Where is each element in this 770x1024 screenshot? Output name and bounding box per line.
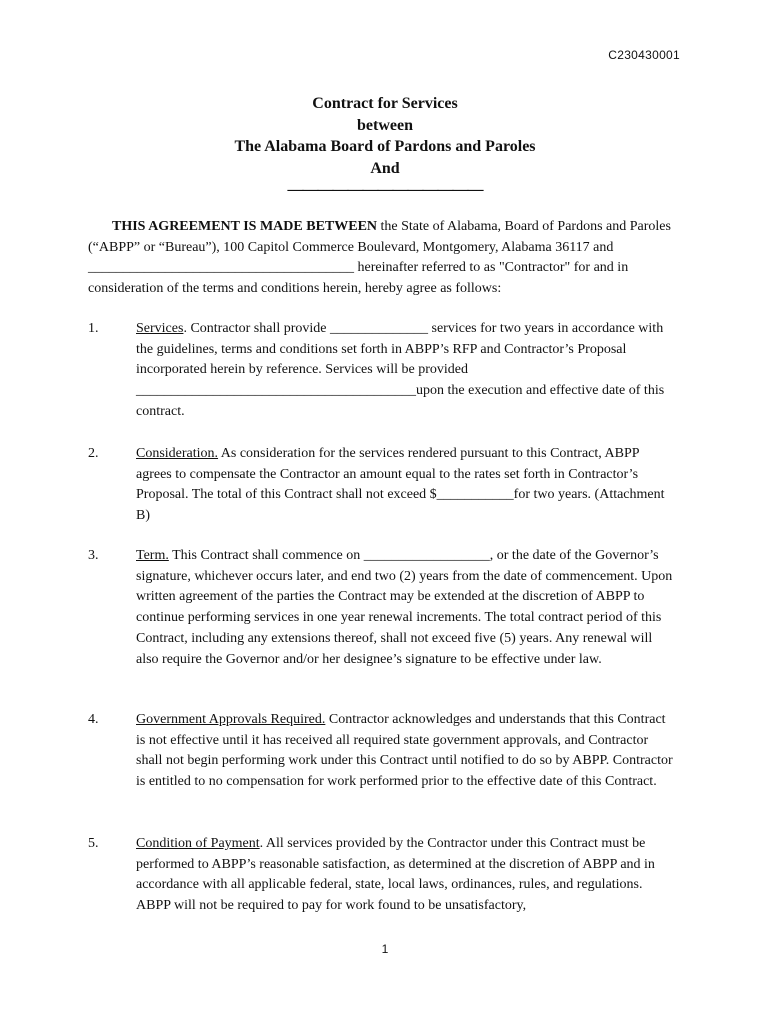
section-number: 5.: [88, 836, 99, 851]
intro-lead: THIS AGREEMENT IS MADE BETWEEN: [112, 219, 378, 234]
section-heading: Government Approvals Required.: [136, 712, 326, 727]
title-line-2: between: [357, 116, 413, 134]
intro-paragraph: [88, 217, 676, 299]
section-heading: Consideration.: [136, 446, 219, 461]
section-condition-of-payment: [88, 834, 676, 917]
section-heading: Condition of Payment: [136, 836, 260, 851]
title-line-3: The Alabama Board of Pardons and Paroles: [234, 138, 536, 155]
intro-text: the State of Alabama, Board of Pardons and Paroles (“ABPP” or “Bureau”), 100 Capitol Commerce Boulevard, Montgomery, Alabama 36117 and ______________________________________ hereinafter referred to as "Contractor" for and in consideration of the terms and conditions herein, hereby agree as follows:: [88, 219, 671, 296]
section-services: [88, 319, 676, 423]
document-id: C230430001: [608, 48, 680, 62]
title-line-1: Contract for Services: [312, 95, 458, 112]
section-number: 2.: [88, 446, 99, 461]
title-blank-line: —————————————: [287, 181, 483, 198]
section-body: [136, 319, 676, 423]
section-consideration: [88, 444, 676, 527]
section-number: 1.: [88, 321, 99, 336]
section-text: As consideration for the services rendered pursuant to this Contract, ABPP agrees to compensate the Contractor an amount equal to the rates set forth in Contractor’s Proposal. The total of this Contract shall not exceed $___________for two years. (Attachment B): [136, 446, 665, 524]
title-line-4: And: [370, 159, 400, 177]
contract-title: [0, 93, 770, 201]
section-number: 4.: [88, 712, 99, 727]
section-heading: Term.: [136, 548, 169, 563]
section-text: . All services provided by the Contractor under this Contract must be performed to ABPP’s reasonable satisfaction, as determined at the discretion of ABPP and in accordance with all applicable federal, state, local laws, ordinances, rules, and regulations. ABPP will not be required to pay for work found to be unsatisfactory,: [136, 836, 655, 914]
section-text: This Contract shall commence on __________________, or the date of the Governor’s signature, whichever occurs later, and end two (2) years from the date of commencement. Upon written agreement of the parties the Contract may be extended at the discretion of ABPP to continue performing services in one year renewal increments. The total contract period of this Contract, including any extensions thereof, shall not exceed five (5) years. Any renewal will also require the Governor and/or her designee’s signature to be effective under law.: [136, 548, 673, 667]
section-text: . Contractor shall provide ______________ services for two years in accordance with the guidelines, terms and conditions set forth in ABPP’s RFP and Contractor’s Proposal incorporated herein by reference. Services will be provided ________________________________________upon the execution and effective date of this contract.: [136, 321, 665, 419]
section-number: 3.: [88, 548, 99, 563]
page-number: 1: [381, 942, 389, 956]
section-heading: Services: [136, 321, 184, 336]
section-body: [136, 444, 676, 527]
section-government-approvals: [88, 710, 676, 793]
section-body: [136, 546, 676, 670]
section-body: [136, 710, 676, 793]
section-text: Contractor acknowledges and understands that this Contract is not effective until it has received all required state government approvals, and Contractor shall not begin performing work under this Contract until notified to do so by ABPP. Contractor is entitled to no compensation for work performed prior to the effective date of this Contract.: [136, 712, 673, 790]
section-body: [136, 834, 676, 917]
section-term: [88, 546, 676, 670]
